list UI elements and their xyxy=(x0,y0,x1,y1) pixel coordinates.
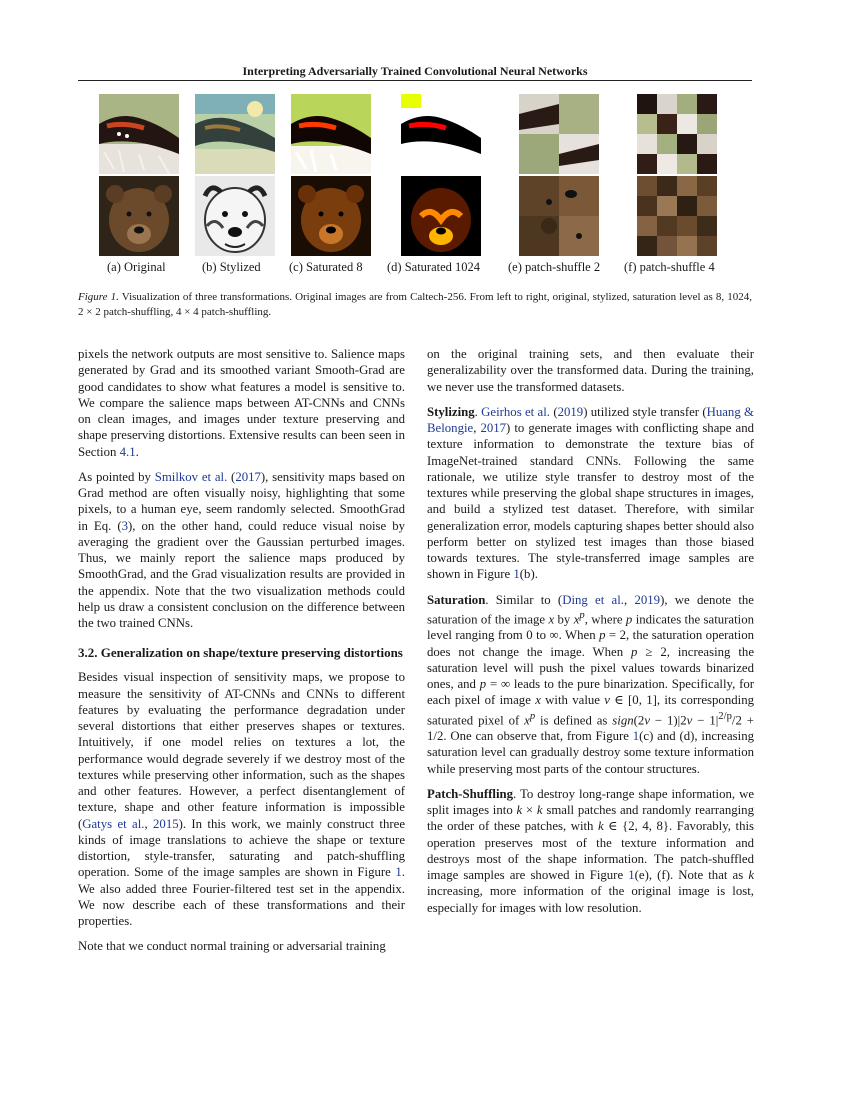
caption-c: (c) Saturated 8 xyxy=(289,260,363,274)
paragraph: Note that we conduct normal training or adversarial training xyxy=(78,939,386,954)
bear-patch-shuffle-2-image xyxy=(519,176,599,256)
figure-1 xyxy=(78,92,752,288)
run-in-heading: Stylizing xyxy=(427,404,475,419)
paragraph: on the original training sets, and then evaluate their generalizability over the transformed data. During the training, we never use the transformed datasets. xyxy=(427,347,754,394)
citation-year-link[interactable]: 2015 xyxy=(153,816,179,831)
paragraph: pixels the network outputs are most sensitive to. Salience maps generated by Grad and its smoothed variant Smooth-Grad are good candidates to show what features a model is sensitive to. We compare the salience maps between AT-CNNs and CNNs on clean images, and images under texture preserving and shape preserving distortions. Extensive results can been seen in Section 4.1. xyxy=(78,347,405,459)
citation-year-link[interactable]: 2017 xyxy=(480,421,507,435)
paragraph-stylizing: Stylizing. Geirhos et al. (2019) utilized style transfer (Huang & Belongie, 2017) to generate images with conflicting shape and texture information to demonstrate the texture bias of ImageNet-trained standard CNNs. Following the same rationale, we utilize style transfer to destroy most of the textures while preserving the global shape structures in images, and build a stylized test dataset. Therefore, with similar generalization error, models capturing shapes better should also perform better on stylized test images than those biased towards textures. The style-transferred image samples are shown in Figure 1(b). xyxy=(427,404,754,582)
bear-stylized-image xyxy=(195,176,275,256)
bear-patch-shuffle-4-image xyxy=(637,176,717,256)
butterfly-stylized-image xyxy=(195,94,275,174)
figure-link[interactable]: 1 xyxy=(628,868,635,883)
caption-a: (a) Original xyxy=(107,260,166,274)
paragraph: Besides visual inspection of sensitivity maps, we propose to measure the sensitivity of AT-CNNs and CNNs to different features by evaluating the performance degradation under several distortions that either preserves shapes or textures. Intuitively, if one model relies on textures a lot, the performance would degrade severely if we destroy most of the textures while preserving other information, such as the shapes and other features. However, a perfect disentanglement of texture, shape and other feature information is impossible (Gatys et al., 2015). In this work, we mainly construct three kinds of image translations to achieve the shape or texture distortion, style-transfer, saturating and patch-shuffling operation. Some of the image samples are shown in Figure 1. We also added three Fourier-filtered test set in the appendix. We now describe each of these transformations and their properties. xyxy=(78,670,405,928)
header-rule xyxy=(78,80,752,81)
bear-saturated-8-image xyxy=(291,176,371,256)
citation-link[interactable]: Geirhos et al. xyxy=(481,404,550,419)
citation-link[interactable]: Smilkov et al. xyxy=(154,469,228,484)
citation-link[interactable]: Huang & Belongie xyxy=(427,404,754,435)
right-column xyxy=(427,346,754,925)
butterfly-original-image xyxy=(99,94,179,174)
citation-year-link[interactable]: 2019 xyxy=(634,592,661,607)
caption-d: (d) Saturated 1024 xyxy=(387,260,481,274)
run-in-heading: Patch-Shuffling xyxy=(427,786,514,801)
butterfly-saturated-1024-image xyxy=(401,94,481,174)
paragraph-patch-shuffling: Patch-Shuffling. To destroy long-range shape information, we split images into k × k small patches and randomly rearranging the order of these patches, with k ∈ {2, 4, 8}. Favorably, this operation preserves most of the texture information and destroys most of the shape information. The patch-shuffled image samples are showed in Figure 1(e), (f). Note that as k increasing, more information of the original image is lost, especially for images with low resolution. xyxy=(427,786,755,915)
figure-link[interactable]: 1 xyxy=(395,865,402,880)
citation-year-link[interactable]: 2017 xyxy=(235,469,261,484)
figure-caption-text: Visualization of three transformations. Original images are from Caltech-256. From left to right, original, stylized, saturation level as 8, 1024, 2 × 2 patch-shuffling, 4 × 4 patch-shuffling. xyxy=(78,291,753,318)
equation-link[interactable]: 3 xyxy=(121,518,128,533)
figure-caption xyxy=(78,290,752,320)
paragraph-saturation: Saturation. Similar to (Ding et al., 2019), we denote the saturation of the image x by $x^p$, where p indicates the saturation level ranging from 0 to ∞. When p = 2, the saturation operation does not change the image. When p ≥ 2, increasing the saturation level will push the pixel values towards binarized ones, and p = ∞ leads to the pure binarization. Specifically, for each pixel of image x with value v ∈ [0, 1], its corresponding saturated pixel of $x^p$ is defined as sign(2v − $1)|2v - 1|^{2/p}/2 + 1/2$. One can observe that, from Figure 1(c) and (d), increasing saturation level can gradually destroy some texture information while preserving most parts of the contour structures. xyxy=(427,592,755,776)
citation-link[interactable]: Ding et al. xyxy=(562,592,624,607)
caption-f: (f) patch-shuffle 4 xyxy=(624,260,715,274)
run-in-heading: Saturation xyxy=(427,592,486,607)
caption-b: (b) Stylized xyxy=(202,260,261,274)
section-link[interactable]: 4.1 xyxy=(119,444,136,459)
butterfly-patch-shuffle-2-image xyxy=(519,94,599,174)
left-column xyxy=(78,346,405,964)
bear-saturated-1024-image xyxy=(401,176,481,256)
paragraph: As pointed by Smilkov et al. (2017), sensitivity maps based on Grad method are often visually noisy, highlighting that some pixels, to a human eye, seem randomly selected. SmoothGrad in Eq. (3), on the other hand, could reduce visual noise by averaging the gradient over the Gaussian perturbed images. Thus, we mainly report the salience maps produced by SmoothGrad, and the Grad visualization results are provided in the appendix. Note that the two visualization methods could help us draw a consistent conclusion on the difference between the two trained CNNs. xyxy=(78,469,405,630)
butterfly-saturated-8-image xyxy=(291,94,371,174)
running-head: Interpreting Adversarially Trained Convolutional Neural Networks xyxy=(242,64,588,78)
citation-link[interactable]: Gatys et al. xyxy=(82,816,145,831)
section-heading: 3.2. Generalization on shape/texture preserving distortions xyxy=(78,645,403,661)
figure-link[interactable]: 1 xyxy=(632,729,640,744)
figure-link[interactable]: 1 xyxy=(513,567,520,582)
caption-e: (e) patch-shuffle 2 xyxy=(508,260,601,274)
citation-year-link[interactable]: 2019 xyxy=(557,404,584,419)
figure-label: Figure 1. xyxy=(78,291,119,303)
butterfly-patch-shuffle-4-image xyxy=(637,94,717,174)
bear-original-image xyxy=(99,176,179,256)
